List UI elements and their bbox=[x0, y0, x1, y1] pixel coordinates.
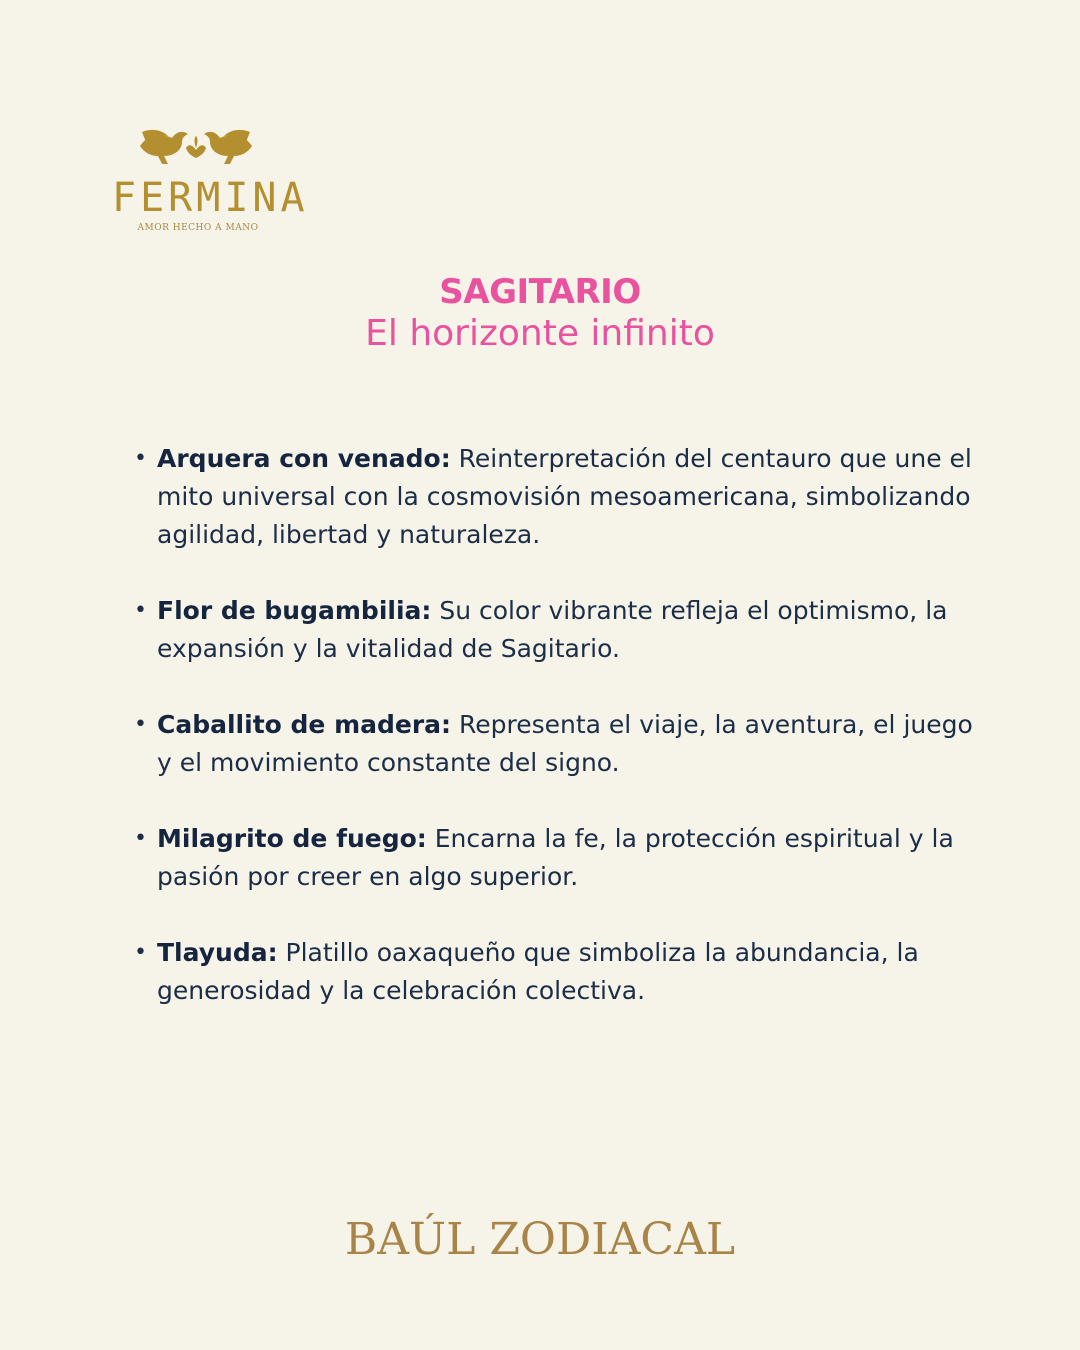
footer-title: BAÚL ZODIACAL bbox=[344, 1214, 736, 1265]
bullet-icon: • bbox=[134, 712, 147, 737]
sign-title: SAGITARIO bbox=[439, 272, 641, 312]
item-text: Platillo oaxaqueño que simboliza la abundancia, la generosidad y la celebración colectiva. bbox=[157, 938, 919, 1005]
bullet-icon: • bbox=[134, 446, 147, 471]
item-text: Representa el viaje, la aventura, el juego y el movimiento constante del signo. bbox=[157, 710, 973, 777]
birds-icon bbox=[138, 124, 254, 168]
bullet-icon: • bbox=[134, 826, 147, 851]
sign-subtitle: El horizonte infinito bbox=[365, 313, 715, 354]
item-label: Flor de bugambilia: bbox=[157, 596, 432, 625]
item-text: Su color vibrante refleja el optimismo, la expansión y la vitalidad de Sagitario. bbox=[157, 596, 948, 663]
brand-name: FERMINA bbox=[112, 175, 309, 221]
heading bbox=[0, 270, 1080, 356]
item-text: Reinterpretación del centauro que une el mito universal con la cosmovisión mesoamericana, simbolizando agilidad, libertad y naturaleza. bbox=[157, 444, 972, 549]
symbol-list bbox=[130, 440, 980, 1048]
list-item bbox=[130, 934, 980, 1010]
brand-tagline: AMOR HECHO A MANO bbox=[137, 223, 259, 233]
bullet-icon: • bbox=[134, 940, 147, 965]
list-item bbox=[130, 592, 980, 668]
item-label: Milagrito de fuego: bbox=[157, 824, 427, 853]
brand-logo bbox=[112, 120, 309, 240]
item-text: Encarna la fe, la protección espiritual y la pasión por creer en algo superior. bbox=[157, 824, 954, 891]
bullet-icon: • bbox=[134, 598, 147, 623]
item-label: Caballito de madera: bbox=[157, 710, 452, 739]
item-label: Tlayuda: bbox=[157, 938, 278, 967]
item-label: Arquera con venado: bbox=[157, 444, 451, 473]
list-item bbox=[130, 820, 980, 896]
list-item bbox=[130, 706, 980, 782]
list-item bbox=[130, 440, 980, 554]
